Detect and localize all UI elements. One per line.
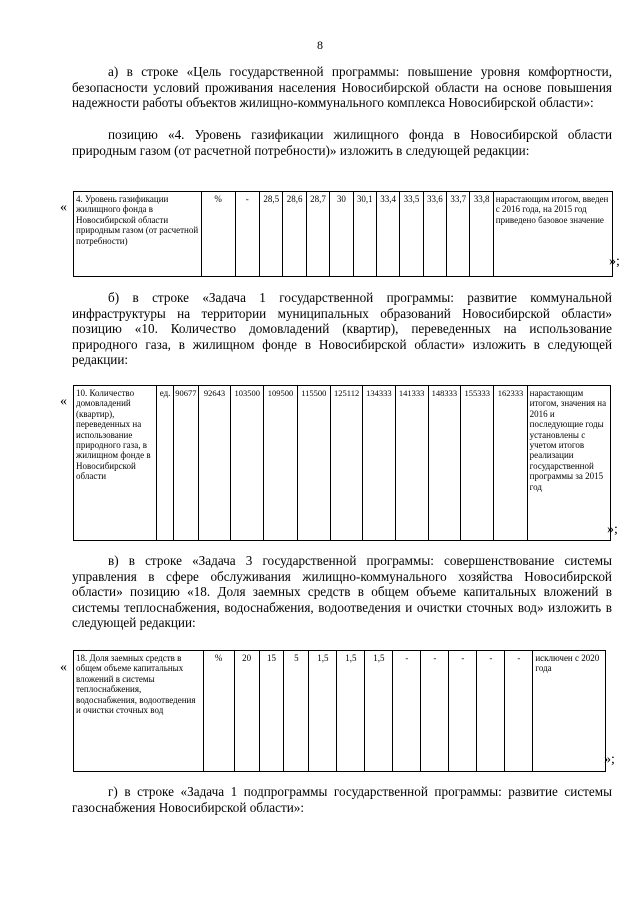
table-1-row bbox=[74, 192, 613, 277]
table-3-row bbox=[74, 651, 606, 772]
table-1-value: 28,6 bbox=[283, 192, 306, 277]
table-1-value: 33,8 bbox=[470, 192, 493, 277]
quote-close-2: »; bbox=[607, 522, 618, 537]
table-3-value: - bbox=[449, 651, 477, 772]
table-1 bbox=[73, 191, 613, 277]
table-3-name: 18. Доля заемных средств в общем объеме капитальных вложений в системы теплоснабжения, водоснабжения, водоотведения и очистки сточных вод bbox=[74, 651, 204, 772]
table-1-name: 4. Уровень газификации жилищного фонда в Новосибирской области природным газом (от расчетной потребности) bbox=[74, 192, 202, 277]
table-3-value: 1,5 bbox=[337, 651, 365, 772]
table-3-value: - bbox=[505, 651, 533, 772]
table-3 bbox=[73, 650, 606, 772]
table-3-value: 1,5 bbox=[309, 651, 337, 772]
table-3-value: - bbox=[477, 651, 505, 772]
table-2-value: 162333 bbox=[494, 386, 527, 541]
paragraph-g: г) в строке «Задача 1 подпрограммы государственной программы: развитие системы газоснабжения Новосибирской области»: bbox=[72, 784, 612, 815]
table-2-value: 125112 bbox=[331, 386, 363, 541]
table-2-row bbox=[74, 386, 611, 541]
quote-open-2: « bbox=[60, 394, 67, 409]
table-1-value: 33,6 bbox=[423, 192, 446, 277]
table-2-value: 109500 bbox=[264, 386, 297, 541]
table-1-value: - bbox=[235, 192, 259, 277]
page-number: 8 bbox=[317, 38, 323, 52]
table-3-unit: % bbox=[203, 651, 234, 772]
table-2-name: 10. Количество домовладений (квартир), переведенных на использование природного газа, в жилищном фонде в Новосибирской области bbox=[74, 386, 157, 541]
table-2-value: 103500 bbox=[231, 386, 264, 541]
table-2 bbox=[73, 385, 611, 541]
paragraph-a: а) в строке «Цель государственной программы: повышение уровня комфортности, безопасности условий проживания населения Новосибирской области на основе повышения надежности работы объектов жилищно-коммунального комплекса Новосибирской области»: bbox=[72, 64, 612, 111]
table-2-value: 141333 bbox=[395, 386, 428, 541]
table-1-value: 30,1 bbox=[353, 192, 376, 277]
table-1-value: 30 bbox=[330, 192, 353, 277]
table-2-value: 90677 bbox=[173, 386, 198, 541]
table-3-value: 1,5 bbox=[365, 651, 393, 772]
paragraph-v: в) в строке «Задача 3 государственной программы: совершенствование системы управления в сфере обслуживания жилищно-коммунального хозяйства Новосибирской области» позицию «18. Доля заемных средств в общем объеме капитальных вложений в системы теплоснабжения, водоснабжения, водоотведения и очистки сточных вод» изложить в следующей редакции: bbox=[72, 553, 612, 631]
table-3-value: 15 bbox=[259, 651, 284, 772]
table-1-value: 33,5 bbox=[400, 192, 423, 277]
table-1-note: нарастающим итогом, введен с 2016 года, на 2015 год приведено базовое значение bbox=[493, 192, 612, 277]
quote-open-3: « bbox=[60, 660, 67, 675]
table-3-value: - bbox=[393, 651, 421, 772]
quote-close-3: »; bbox=[604, 752, 615, 767]
table-2-value: 115500 bbox=[297, 386, 330, 541]
table-3-value: - bbox=[421, 651, 449, 772]
table-1-value: 28,7 bbox=[306, 192, 329, 277]
table-1-unit: % bbox=[201, 192, 235, 277]
table-3-value: 20 bbox=[234, 651, 259, 772]
table-3-value: 5 bbox=[284, 651, 309, 772]
quote-open-1: « bbox=[60, 200, 67, 215]
paragraph-b: б) в строке «Задача 1 государственной программы: развитие коммунальной инфраструктуры на территории муниципальных образований Новосибирской области» позицию «10. Количество домовладений (квартир), переведенных на использование природного газа, в жилищном фонде в Новосибирской области» изложить в следующей редакции: bbox=[72, 290, 612, 368]
table-1-value: 33,4 bbox=[376, 192, 399, 277]
table-3-note: исключен с 2020 года bbox=[533, 651, 606, 772]
table-1-value: 28,5 bbox=[260, 192, 283, 277]
table-2-value: 155333 bbox=[461, 386, 494, 541]
table-2-value: 134333 bbox=[363, 386, 395, 541]
table-2-value: 148333 bbox=[428, 386, 460, 541]
table-2-note: нарастающим итогом, значения на 2016 и последующие годы установлены с учетом итогов реализации государственной программы за 2015 год bbox=[527, 386, 610, 541]
table-2-value: 92643 bbox=[198, 386, 230, 541]
table-2-unit: ед. bbox=[157, 386, 174, 541]
table-1-value: 33,7 bbox=[447, 192, 470, 277]
quote-close-1: »; bbox=[609, 254, 620, 269]
paragraph-a-position: позицию «4. Уровень газификации жилищного фонда в Новосибирской области природным газом (от расчетной потребности)» изложить в следующей редакции: bbox=[72, 127, 612, 158]
